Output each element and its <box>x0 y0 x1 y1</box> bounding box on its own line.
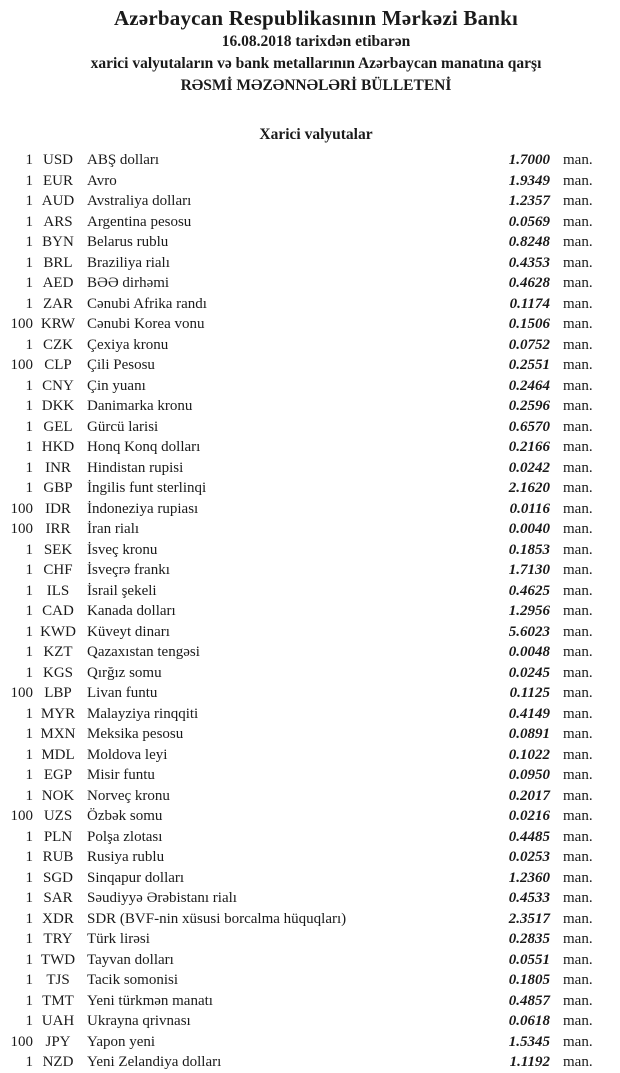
currency-row <box>0 581 620 602</box>
currency-code-cell: SGD <box>42 869 73 886</box>
currency-name-cell: Rusiya rublu <box>87 849 165 865</box>
quantity-cell: 100 <box>10 685 33 701</box>
rate-value-cell: 0.1853 <box>508 541 550 558</box>
currency-name-cell: Ukrayna qrivnası <box>87 1013 191 1029</box>
currency-name-cell: Çexiya kronu <box>87 336 169 353</box>
unit-label-cell: man. <box>563 480 593 496</box>
currency-row <box>0 704 620 725</box>
currency-code-cell: AED <box>42 275 74 291</box>
quantity-cell: 100 <box>10 500 33 517</box>
currency-name-cell: Misir funtu <box>87 767 155 783</box>
quantity-cell: 1 <box>25 644 33 660</box>
subject-line: xarici valyutaların və bank metallarının Azərbaycan manatına qarşı <box>90 55 542 72</box>
quantity-cell: 1 <box>25 869 33 886</box>
unit-label-cell: man. <box>563 910 593 927</box>
currency-code-cell: ARS <box>43 213 73 230</box>
currency-name-cell: Livan funtu <box>87 685 158 701</box>
unit-label-cell: man. <box>563 603 593 619</box>
currency-name-cell: Avro <box>87 172 117 189</box>
unit-label-cell: man. <box>563 1033 593 1050</box>
currency-row <box>0 232 620 253</box>
currency-name-cell: Çin yuanı <box>87 377 146 394</box>
currency-row <box>0 765 620 786</box>
unit-label-cell: man. <box>563 705 593 722</box>
currency-code-cell: USD <box>42 152 73 168</box>
currency-row <box>0 663 620 684</box>
rate-value-cell: 0.0242 <box>508 459 550 476</box>
currency-code-cell: UAH <box>41 1013 75 1029</box>
currency-code-cell: NZD <box>42 1054 74 1070</box>
rate-value-cell: 1.7000 <box>508 152 550 168</box>
currency-name-cell: Gürcü larisi <box>87 418 159 435</box>
rate-value-cell: 0.0245 <box>508 664 550 681</box>
quantity-cell: 1 <box>25 193 33 209</box>
currency-row <box>0 868 620 889</box>
quantity-cell: 1 <box>25 172 33 189</box>
currency-row <box>0 622 620 643</box>
currency-name-cell: Yeni Zelandiya dolları <box>87 1054 222 1070</box>
quantity-cell: 1 <box>25 603 33 619</box>
currency-row <box>0 1052 620 1073</box>
currency-code-cell: CLP <box>44 357 72 373</box>
rate-value-cell: 0.0551 <box>508 951 550 968</box>
currency-row <box>0 314 620 335</box>
currency-row <box>0 683 620 704</box>
rate-value-cell: 0.2596 <box>508 398 550 414</box>
quantity-cell: 1 <box>25 664 33 681</box>
currency-row <box>0 396 620 417</box>
unit-label-cell: man. <box>563 336 593 353</box>
rate-value-cell: 0.0891 <box>508 726 550 742</box>
quantity-cell: 1 <box>25 377 33 394</box>
currency-row <box>0 294 620 315</box>
unit-label-cell: man. <box>563 685 593 701</box>
currency-name-cell: ABŞ dolları <box>87 152 160 168</box>
currency-row <box>0 991 620 1012</box>
unit-label-cell: man. <box>563 623 593 640</box>
quantity-cell: 1 <box>25 152 33 168</box>
currency-code-cell: XDR <box>42 910 74 927</box>
currency-name-cell: Səudiyyə Ərəbistanı rialı <box>87 890 237 906</box>
unit-label-cell: man. <box>563 931 593 947</box>
currency-name-cell: Küveyt dinarı <box>87 623 170 640</box>
currency-code-cell: MYR <box>40 705 76 722</box>
currency-code-cell: MXN <box>40 726 76 742</box>
unit-label-cell: man. <box>563 541 593 558</box>
currency-name-cell: İndoneziya rupiası <box>87 500 199 517</box>
currency-code-cell: BRL <box>43 254 73 271</box>
unit-label-cell: man. <box>563 849 593 865</box>
rate-value-cell: 1.7130 <box>508 562 550 578</box>
currency-code-cell: PLN <box>43 828 73 845</box>
currency-row <box>0 601 620 622</box>
rate-value-cell: 0.2464 <box>508 377 550 394</box>
unit-label-cell: man. <box>563 377 593 394</box>
rate-value-cell: 0.2017 <box>508 787 550 804</box>
quantity-cell: 100 <box>10 357 33 373</box>
currency-name-cell: Kanada dolları <box>87 603 176 619</box>
unit-label-cell: man. <box>563 1013 593 1029</box>
currency-code-cell: UZS <box>43 808 73 824</box>
currency-code-cell: CNY <box>42 377 74 394</box>
quantity-cell: 1 <box>25 910 33 927</box>
currency-row <box>0 786 620 807</box>
rate-value-cell: 0.1022 <box>508 746 550 763</box>
quantity-cell: 1 <box>25 951 33 968</box>
currency-code-cell: ZAR <box>43 295 73 312</box>
currency-row <box>0 745 620 766</box>
currency-code-cell: HKD <box>41 439 75 455</box>
quantity-cell: 1 <box>25 890 33 906</box>
rate-value-cell: 0.0048 <box>508 644 550 660</box>
unit-label-cell: man. <box>563 172 593 189</box>
unit-label-cell: man. <box>563 767 593 783</box>
quantity-cell: 1 <box>25 746 33 763</box>
unit-label-cell: man. <box>563 644 593 660</box>
currency-name-cell: SDR (BVF-nin xüsusi borcalma hüquqları) <box>87 910 347 927</box>
rate-value-cell: 0.8248 <box>508 234 550 250</box>
currency-name-cell: Çili Pesosu <box>87 357 155 373</box>
unit-label-cell: man. <box>563 808 593 824</box>
quantity-cell: 1 <box>25 213 33 230</box>
currency-code-cell: CHF <box>43 562 73 578</box>
bulletin-title: RƏSMİ MƏZƏNNƏLƏRİ BÜLLETENİ <box>180 77 452 94</box>
unit-label-cell: man. <box>563 787 593 804</box>
unit-label-cell: man. <box>563 254 593 271</box>
bank-name-title: Azərbaycan Respublikasının Mərkəzi Bankı <box>113 6 519 30</box>
currency-row <box>0 335 620 356</box>
currency-code-cell: TWD <box>40 951 76 968</box>
unit-label-cell: man. <box>563 398 593 414</box>
unit-label-cell: man. <box>563 213 593 230</box>
currency-name-cell: Belarus rublu <box>87 234 169 250</box>
currency-row <box>0 970 620 991</box>
currency-name-cell: Cənubi Afrika randı <box>87 295 207 312</box>
quantity-cell: 100 <box>10 808 33 824</box>
currency-row <box>0 909 620 930</box>
currency-row <box>0 519 620 540</box>
unit-label-cell: man. <box>563 193 593 209</box>
currency-code-cell: TMT <box>42 992 74 1009</box>
currency-name-cell: Honq Konq dolları <box>87 439 201 455</box>
currency-code-cell: EUR <box>43 172 73 189</box>
currency-name-cell: Argentina pesosu <box>87 213 192 230</box>
unit-label-cell: man. <box>563 521 593 537</box>
rate-value-cell: 1.2956 <box>508 603 550 619</box>
currency-row <box>0 376 620 397</box>
currency-code-cell: IRR <box>45 521 71 537</box>
currency-row <box>0 929 620 950</box>
unit-label-cell: man. <box>563 992 593 1009</box>
currency-row <box>0 806 620 827</box>
rate-value-cell: 0.1506 <box>508 316 550 332</box>
rate-value-cell: 0.0253 <box>508 849 550 865</box>
rate-value-cell: 5.6023 <box>508 623 550 640</box>
quantity-cell: 1 <box>25 972 33 988</box>
quantity-cell: 1 <box>25 562 33 578</box>
currency-name-cell: Malayziya rinqqiti <box>87 705 199 722</box>
currency-code-cell: TRY <box>43 931 73 947</box>
rate-value-cell: 0.2551 <box>508 357 550 373</box>
quantity-cell: 1 <box>25 480 33 496</box>
quantity-cell: 1 <box>25 787 33 804</box>
rate-value-cell: 0.4628 <box>508 275 550 291</box>
unit-label-cell: man. <box>563 418 593 435</box>
currency-code-cell: SAR <box>43 890 73 906</box>
quantity-cell: 1 <box>25 849 33 865</box>
quantity-cell: 1 <box>25 398 33 414</box>
currency-code-cell: CAD <box>42 603 74 619</box>
currency-name-cell: BƏƏ dirhəmi <box>87 275 170 291</box>
currency-name-cell: İsveçrə frankı <box>87 562 170 578</box>
rate-value-cell: 0.2166 <box>508 439 550 455</box>
quantity-cell: 100 <box>10 1033 33 1050</box>
currency-row <box>0 847 620 868</box>
unit-label-cell: man. <box>563 726 593 742</box>
currency-name-cell: İsveç kronu <box>87 541 158 558</box>
currency-code-cell: INR <box>45 459 71 476</box>
currency-row <box>0 827 620 848</box>
currency-name-cell: İngilis funt sterlinqi <box>87 480 207 496</box>
rate-value-cell: 2.3517 <box>508 910 550 927</box>
currency-code-cell: KWD <box>40 623 76 640</box>
quantity-cell: 1 <box>25 623 33 640</box>
currency-row <box>0 499 620 520</box>
rate-value-cell: 1.9349 <box>508 172 550 189</box>
currency-code-cell: KRW <box>40 316 76 332</box>
currency-code-cell: KGS <box>42 664 73 681</box>
currency-code-cell: IDR <box>45 500 71 517</box>
quantity-cell: 1 <box>25 931 33 947</box>
rate-value-cell: 2.1620 <box>508 480 550 496</box>
currency-row <box>0 437 620 458</box>
rate-value-cell: 0.0618 <box>508 1013 550 1029</box>
quantity-cell: 1 <box>25 705 33 722</box>
rate-value-cell: 0.4857 <box>508 992 550 1009</box>
unit-label-cell: man. <box>563 582 593 599</box>
rate-value-cell: 0.6570 <box>508 418 550 435</box>
currency-name-cell: Polşa zlotası <box>87 828 163 845</box>
currency-name-cell: Tacik somonisi <box>87 972 179 988</box>
rate-value-cell: 0.4353 <box>508 254 550 271</box>
quantity-cell: 1 <box>25 541 33 558</box>
quantity-cell: 1 <box>25 828 33 845</box>
currency-name-cell: Sinqapur dolları <box>87 869 185 886</box>
currency-name-cell: Qırğız somu <box>87 664 162 681</box>
rate-value-cell: 0.1805 <box>508 972 550 988</box>
currency-name-cell: Moldova leyi <box>87 746 168 763</box>
quantity-cell: 1 <box>25 275 33 291</box>
unit-label-cell: man. <box>563 869 593 886</box>
currency-row <box>0 417 620 438</box>
quantity-cell: 1 <box>25 234 33 250</box>
currency-code-cell: ILS <box>46 582 70 599</box>
currency-name-cell: Qazaxıstan tengəsi <box>87 644 200 660</box>
currency-code-cell: NOK <box>41 787 75 804</box>
unit-label-cell: man. <box>563 890 593 906</box>
unit-label-cell: man. <box>563 972 593 988</box>
currency-row <box>0 191 620 212</box>
unit-label-cell: man. <box>563 1054 593 1070</box>
unit-label-cell: man. <box>563 316 593 332</box>
currency-name-cell: Avstraliya dolları <box>87 193 192 209</box>
quantity-cell: 1 <box>25 1054 33 1070</box>
currency-code-cell: TJS <box>46 972 70 988</box>
quantity-cell: 1 <box>25 418 33 435</box>
currency-row <box>0 253 620 274</box>
currency-name-cell: Özbək somu <box>87 808 163 824</box>
currency-row <box>0 724 620 745</box>
currency-code-cell: RUB <box>42 849 74 865</box>
currency-row <box>0 171 620 192</box>
currency-name-cell: Cənubi Korea vonu <box>87 316 205 332</box>
rate-value-cell: 1.2357 <box>508 193 550 209</box>
currency-row <box>0 458 620 479</box>
currency-row <box>0 1011 620 1032</box>
rate-value-cell: 0.0752 <box>508 336 550 353</box>
currency-name-cell: Hindistan rupisi <box>87 459 184 476</box>
currency-name-cell: Türk lirəsi <box>87 931 150 947</box>
currency-row <box>0 355 620 376</box>
unit-label-cell: man. <box>563 500 593 517</box>
document-header <box>0 0 620 97</box>
quantity-cell: 1 <box>25 1013 33 1029</box>
quantity-cell: 1 <box>25 254 33 271</box>
rate-value-cell: 0.4533 <box>508 890 550 906</box>
currency-row <box>0 273 620 294</box>
currency-name-cell: İsrail şekeli <box>87 582 157 599</box>
currency-row <box>0 642 620 663</box>
currency-code-cell: EGP <box>43 767 73 783</box>
currency-name-cell: Norveç kronu <box>87 787 170 804</box>
currency-code-cell: GBP <box>43 480 73 496</box>
currency-code-cell: GEL <box>43 418 73 435</box>
currency-code-cell: LBP <box>44 685 72 701</box>
section-title-foreign-currencies: Xarici valyutalar <box>259 126 373 143</box>
rate-value-cell: 0.1174 <box>509 295 550 312</box>
quantity-cell: 100 <box>10 316 33 332</box>
rate-value-cell: 0.0569 <box>508 213 550 230</box>
rate-value-cell: 1.2360 <box>508 869 550 886</box>
quantity-cell: 1 <box>25 439 33 455</box>
currency-code-cell: JPY <box>45 1033 71 1050</box>
effective-date-line: 16.08.2018 tarixdən etibarən <box>221 33 411 50</box>
rate-value-cell: 1.5345 <box>508 1033 550 1050</box>
currency-row <box>0 950 620 971</box>
unit-label-cell: man. <box>563 746 593 763</box>
quantity-cell: 1 <box>25 459 33 476</box>
rate-value-cell: 0.4485 <box>508 828 550 845</box>
quantity-cell: 1 <box>25 726 33 742</box>
currency-rates-table <box>0 150 620 1073</box>
currency-row <box>0 1032 620 1053</box>
currency-name-cell: Braziliya rialı <box>87 254 170 271</box>
currency-name-cell: İran rialı <box>87 521 140 537</box>
currency-row <box>0 212 620 233</box>
unit-label-cell: man. <box>563 664 593 681</box>
unit-label-cell: man. <box>563 951 593 968</box>
currency-code-cell: BYN <box>42 234 74 250</box>
unit-label-cell: man. <box>563 459 593 476</box>
rate-value-cell: 0.0040 <box>508 521 550 537</box>
currency-code-cell: KZT <box>43 644 73 660</box>
unit-label-cell: man. <box>563 295 593 312</box>
currency-name-cell: Yeni türkmən manatı <box>87 992 213 1009</box>
currency-row <box>0 478 620 499</box>
quantity-cell: 1 <box>25 767 33 783</box>
currency-name-cell: Yapon yeni <box>87 1033 156 1050</box>
unit-label-cell: man. <box>563 152 593 168</box>
rate-value-cell: 0.0116 <box>509 500 550 517</box>
rate-value-cell: 0.1125 <box>509 685 550 701</box>
rate-value-cell: 0.2835 <box>508 931 550 947</box>
rate-value-cell: 0.0216 <box>508 808 550 824</box>
quantity-cell: 1 <box>25 295 33 312</box>
currency-code-cell: AUD <box>41 193 75 209</box>
currency-code-cell: DKK <box>41 398 75 414</box>
currency-row <box>0 888 620 909</box>
unit-label-cell: man. <box>563 828 593 845</box>
unit-label-cell: man. <box>563 562 593 578</box>
rate-value-cell: 0.4149 <box>508 705 550 722</box>
currency-name-cell: Danimarka kronu <box>87 398 193 414</box>
quantity-cell: 1 <box>25 582 33 599</box>
currency-row <box>0 560 620 581</box>
unit-label-cell: man. <box>563 234 593 250</box>
currency-row <box>0 540 620 561</box>
currency-row <box>0 150 620 171</box>
unit-label-cell: man. <box>563 439 593 455</box>
rate-value-cell: 0.0950 <box>508 767 550 783</box>
currency-code-cell: MDL <box>41 746 75 763</box>
quantity-cell: 100 <box>10 521 33 537</box>
rate-value-cell: 1.1192 <box>509 1054 550 1070</box>
unit-label-cell: man. <box>563 275 593 291</box>
currency-code-cell: SEK <box>43 541 73 558</box>
currency-name-cell: Meksika pesosu <box>87 726 184 742</box>
rate-value-cell: 0.4625 <box>508 582 550 599</box>
quantity-cell: 1 <box>25 336 33 353</box>
currency-name-cell: Tayvan dolları <box>87 951 174 968</box>
quantity-cell: 1 <box>25 992 33 1009</box>
currency-code-cell: CZK <box>43 336 73 353</box>
unit-label-cell: man. <box>563 357 593 373</box>
